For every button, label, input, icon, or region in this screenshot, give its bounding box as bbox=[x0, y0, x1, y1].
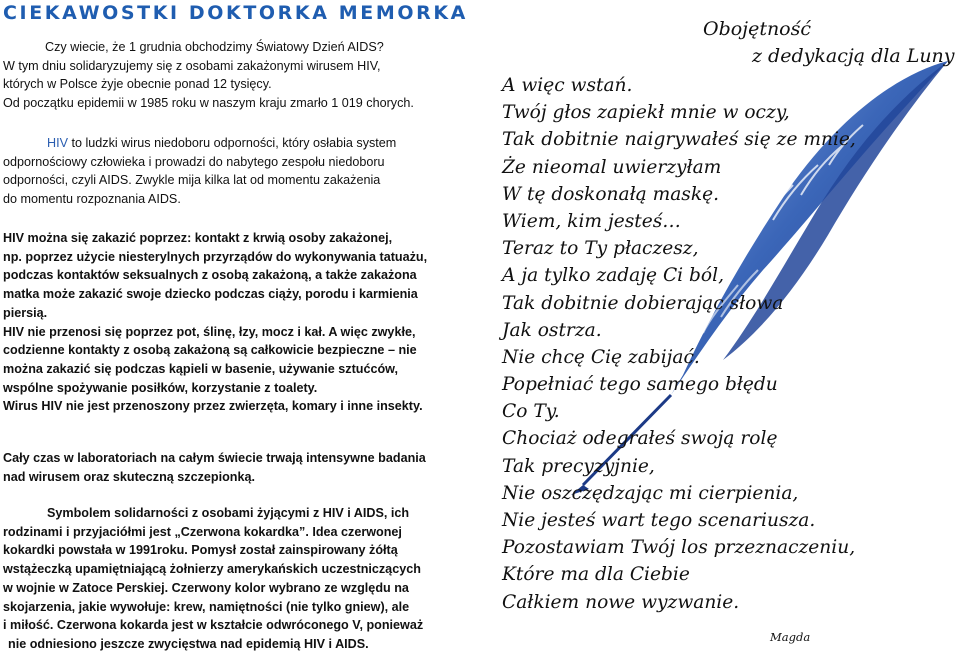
poem-line: Tak precyzyjnie, bbox=[502, 455, 655, 477]
page-title: CIEKAWOSTKI DOKTORKA MEMORKA bbox=[3, 2, 468, 24]
text-line: matka może zakazić swoje dziecko podczas ciąży, porodu i karmienia bbox=[3, 287, 418, 302]
text-line: Symbolem solidarności z osobami żyjącymi z HIV i AIDS, ich bbox=[47, 506, 410, 520]
poem-line: Nie jesteś wart tego scenariusza. bbox=[502, 510, 816, 531]
text-line: W tym dniu solidaryzujemy się z osobami zakażonymi wirusem HIV, bbox=[3, 58, 381, 73]
text-line: nad wirusem oraz skuteczną szczepionką. bbox=[3, 469, 255, 484]
poem-line: Tak dobitnie dobierając słowa bbox=[502, 292, 784, 314]
text-line: Czy wiecie, że 1 grudnia obchodzimy Światowy Dzień AIDS? bbox=[45, 40, 384, 54]
text-line: codzienne kontakty z osobą zakażoną są całkowicie bezpieczne – nie bbox=[3, 343, 417, 358]
poem-line: Pozostawiam Twój los przeznaczeniu, bbox=[502, 537, 856, 559]
text-line: do momentu rozpoznania AIDS. bbox=[3, 192, 181, 207]
poem-line: Co Ty. bbox=[502, 401, 560, 423]
poem-line: Całkiem nowe wyzwanie. bbox=[502, 591, 740, 613]
text-line: Cały czas w laboratoriach na całym świecie trwają intensywne badania bbox=[3, 451, 426, 465]
text-line: np. poprzez użycie niesterylnych przyrządów do wykonywania tatuażu, bbox=[3, 249, 428, 264]
text-line: podczas kontaktów seksualnych z osobą zakażoną, a także zakażona bbox=[3, 268, 417, 283]
poem-line: Chociaż odegrałeś swoją rolę bbox=[502, 428, 778, 450]
transmission-paragraph bbox=[3, 229, 478, 416]
poem-signature: Magda bbox=[770, 630, 811, 644]
text-line bbox=[3, 134, 478, 153]
text-line: skojarzenia, jakie wywołuje: krew, namiętności (nie tylko gniew), ale bbox=[3, 599, 410, 614]
poem-line: Popełniać tego samego błędu bbox=[502, 374, 778, 396]
poem-line: W tę doskonałą maskę. bbox=[502, 183, 720, 205]
text-line: Wirus HIV nie jest przenoszony przez zwierzęta, komary i inne insekty. bbox=[3, 399, 423, 414]
text-line: odpornościowy człowieka i prowadzi do nabytego zespołu niedoboru bbox=[3, 154, 385, 169]
poem-line: Jak ostrza. bbox=[502, 319, 602, 341]
poem-title: Obojętność bbox=[703, 18, 812, 40]
poem-line: A ja tylko zadaję Ci ból, bbox=[502, 265, 724, 287]
poem-line: Nie chcę Cię zabijać. bbox=[502, 346, 700, 368]
text-line: odporności, czyli AIDS. Zwykle mija kilka lat od momentu zakażenia bbox=[3, 173, 381, 188]
text-line: wstążeczką upamiętniającą żołnierzy amerykańskich uczestniczących bbox=[3, 562, 421, 577]
text-line: HIV nie przenosi się poprzez pot, ślinę, łzy, mocz i kał. A więc zwykłe, bbox=[3, 324, 416, 339]
poem-line: A więc wstań. bbox=[502, 75, 633, 96]
text-span: to ludzki wirus niedoboru odporności, który osłabia system bbox=[68, 136, 397, 150]
text-line: piersią. bbox=[3, 305, 48, 320]
poem-line: Że nieomal uwierzyłam bbox=[502, 156, 722, 178]
text-line: Od początku epidemii w 1985 roku w naszym kraju zmarło 1 019 chorych. bbox=[3, 96, 414, 111]
ribbon-paragraph bbox=[3, 504, 478, 654]
text-line: których w Polsce żyje obecnie ponad 12 tysięcy. bbox=[3, 77, 272, 92]
hiv-definition-paragraph bbox=[3, 134, 478, 209]
text-line: kokardki powstała w 1991roku. Pomysł został zainspirowany żółtą bbox=[3, 543, 398, 558]
intro-paragraph bbox=[3, 38, 478, 113]
research-paragraph bbox=[3, 449, 478, 486]
text-line: można zakazić się podczas kąpieli w basenie, używanie sztućców, bbox=[3, 361, 398, 376]
text-line: w wojnie w Zatoce Perskiej. Czerwony kolor wybrano ze względu na bbox=[3, 580, 409, 595]
poem-line: Nie oszczędzając mi cierpienia, bbox=[502, 482, 799, 504]
poem-line: Twój głos zapiekł mnie w oczy, bbox=[502, 102, 790, 124]
poem-line: Teraz to Ty płaczesz, bbox=[502, 238, 699, 260]
text-line: i miłość. Czerwona kokarda jest w kształcie odwróconego V, ponieważ bbox=[3, 618, 424, 633]
hiv-highlight: HIV bbox=[47, 136, 68, 150]
text-line: wspólne spożywanie posiłków, korzystanie z toalety. bbox=[3, 380, 318, 395]
poem-lines bbox=[502, 72, 856, 616]
text-line: nie odniesiono jeszcze zwycięstwa nad epidemią HIV i AIDS. bbox=[8, 636, 369, 651]
text-line: rodzinami i przyjaciółmi jest „Czerwona kokardka”. Idea czerwonej bbox=[3, 524, 402, 539]
poem-line: Które ma dla Ciebie bbox=[502, 564, 690, 586]
poem-line: Tak dobitnie naigrywałeś się ze mnie, bbox=[502, 129, 856, 151]
poem-line: Wiem, kim jesteś… bbox=[502, 210, 681, 232]
poem-dedication: z dedykacją dla Luny bbox=[752, 45, 955, 67]
text-line: HIV można się zakazić poprzez: kontakt z krwią osoby zakażonej, bbox=[3, 231, 393, 245]
